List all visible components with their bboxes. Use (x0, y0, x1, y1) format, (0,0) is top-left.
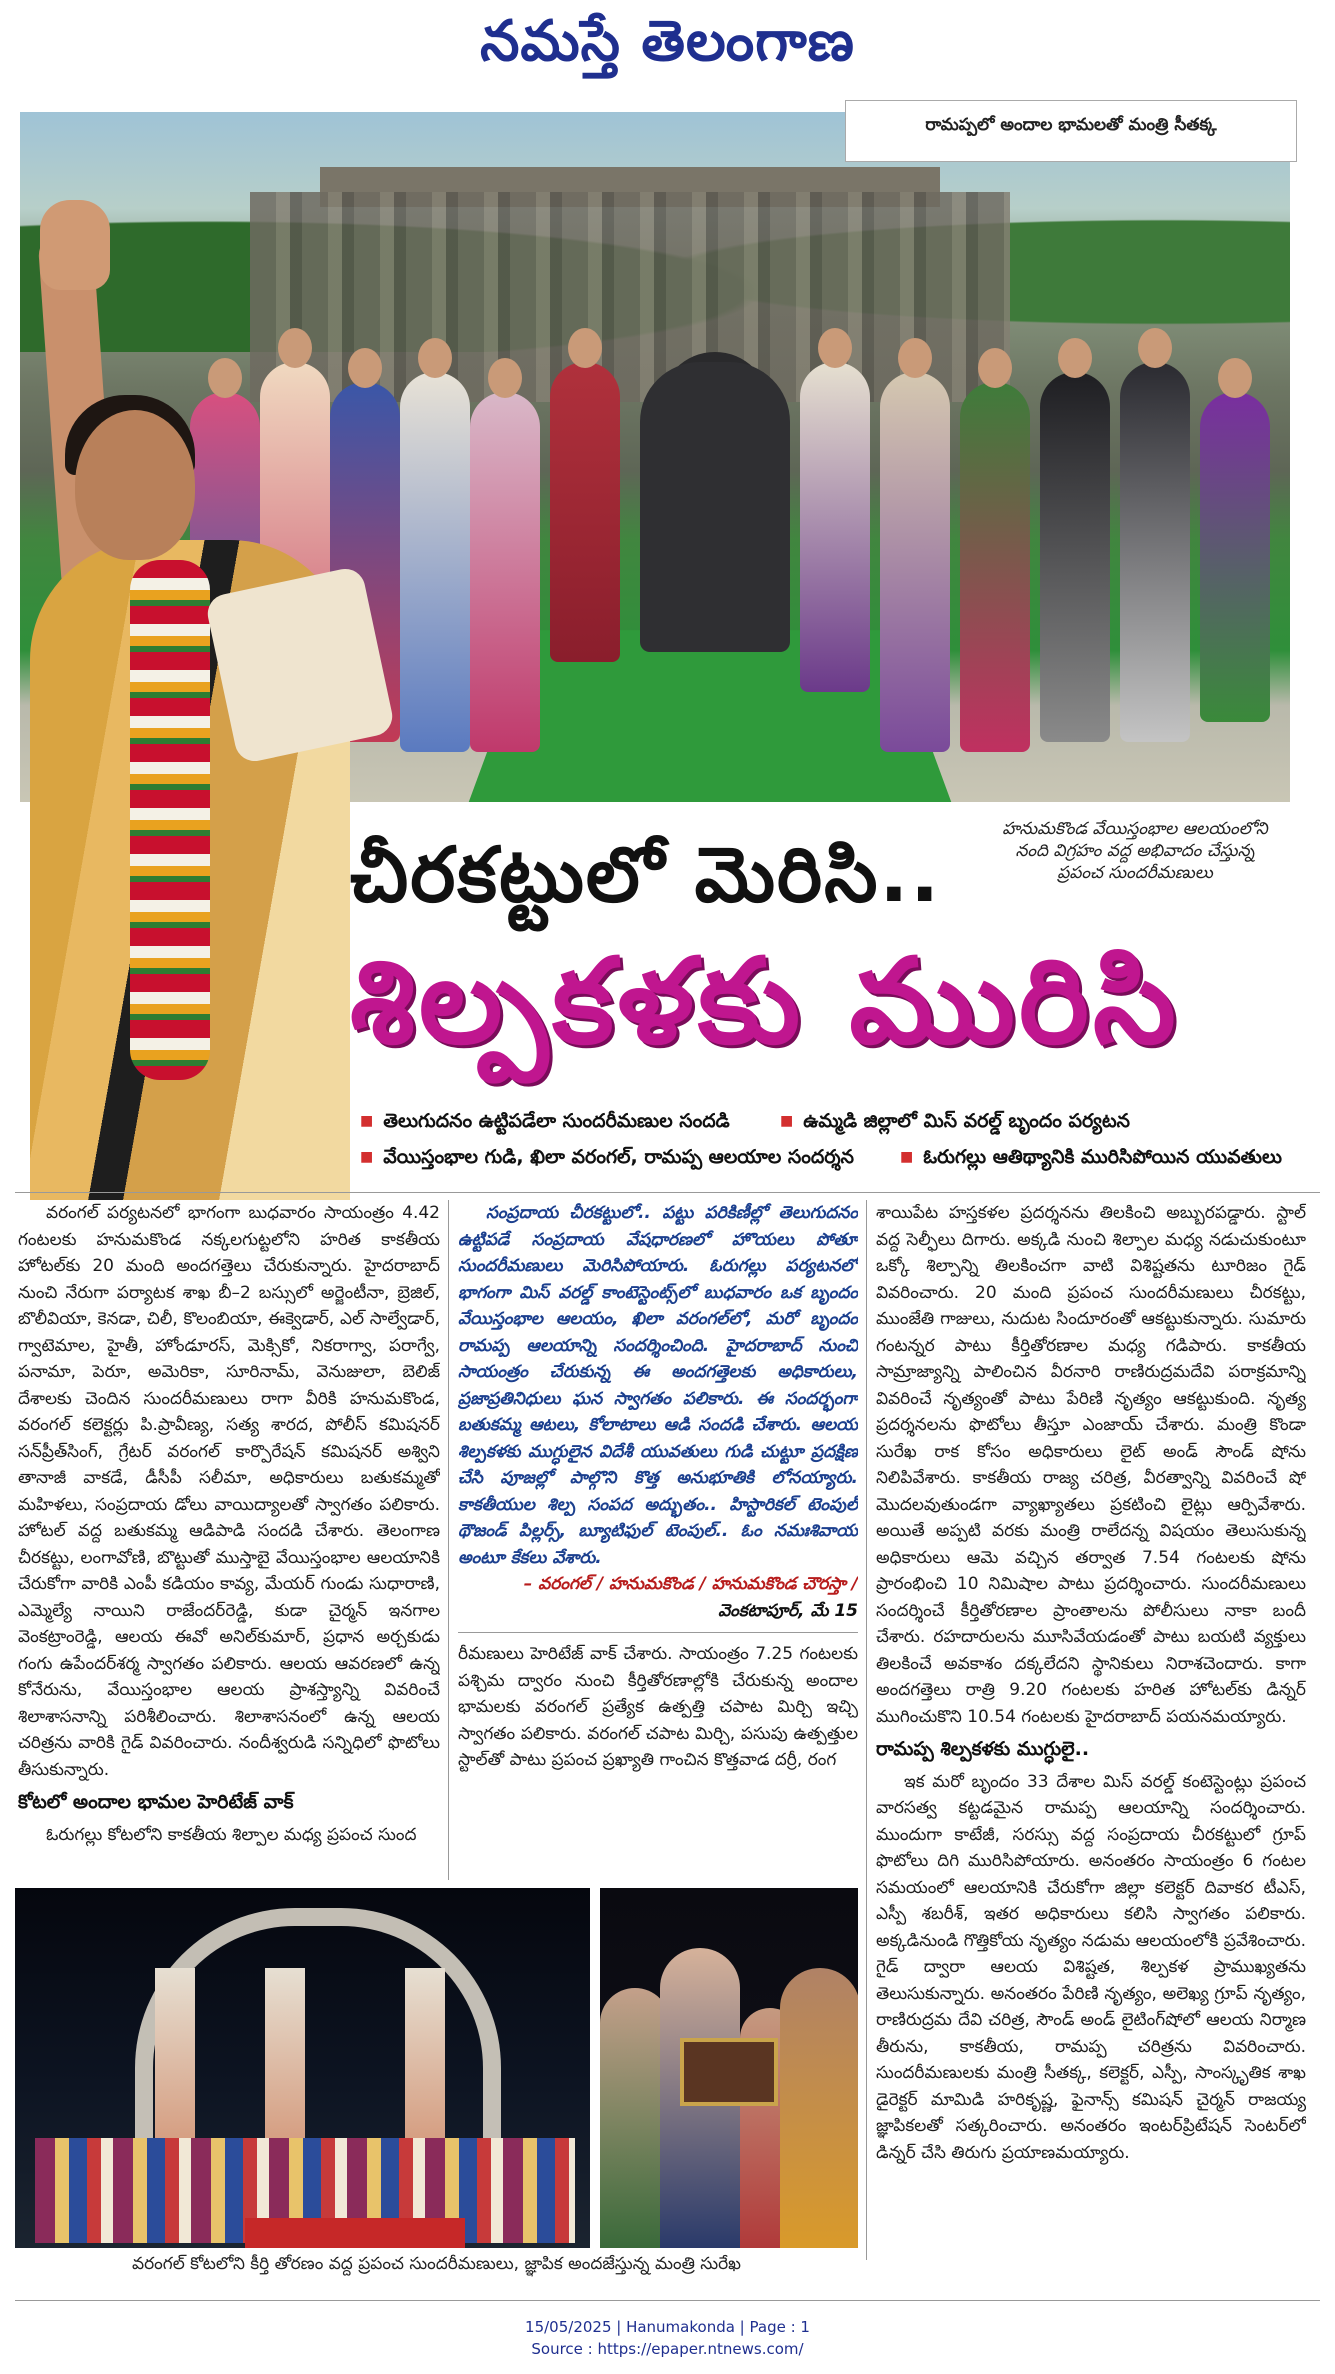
newspaper-title: నమస్తే తెలంగాణ (480, 8, 855, 74)
photos-caption: వరంగల్ కోటలోని కీర్తి తోరణం వద్ద ప్రపంచ సుందరీమణులు, జ్ఞాపిక అందజేస్తున్న మంత్రి సురేఖ (132, 2254, 741, 2274)
bouquet (204, 565, 396, 765)
byline (458, 1571, 858, 1624)
intro-paragraph: సంప్రదాయ చీరకట్టులో.. పట్టు పరికిణీల్లో తెలుగుదనం ఉట్టిపడే సంప్రదాయ వేషధారణలో హొయలు పోతూ సుందరీమణులు మెరిసిపోయారు. ఓరుగల్లు పర్యటనలో భాగంగా మిస్ వరల్డ్ కాంటెస్టెంట్స్‌లో బుధవారం ఒక బృందం వేయిస్తంభాల ఆలయం, ఖిలా వరంగల్‌లో, మరో బృందం రామప్ప ఆలయాన్ని సందర్శించింది. హైదరాబాద్ నుంచి సాయంత్రం చేరుకున్న ఈ అందగత్తెలకు అధికారులు, ప్రజాప్రతినిధులు ఘన స్వాగతం పలికారు. ఈ సందర్భంగా బతుకమ్మ ఆటలు, కోలాటాలు ఆడి సందడి చేశారు. ఆలయ శిల్పకళకు ముగ్ధులైన విదేశీ యువతులు గుడి చుట్టూ ప్రదక్షిణ చేసి పూజల్లో పాల్గొని కొత్త అనుభూతికి లోనయ్యారు. కాకతీయుల శిల్ప సంపద అద్భుతం.. హిస్టారికల్ టెంపుల్ థౌజండ్ పిల్లర్స్, బ్యూటిఫుల్ టెంపుల్.. ఓం నమఃశివాయ అంటూ కేకలు వేశారు. (458, 1203, 858, 1568)
masthead (0, 0, 1335, 90)
caption-line: హనుమకొండ వేయిస్తంభాల ఆలయంలోని (1002, 819, 1268, 839)
hero-caption-box (845, 100, 1297, 162)
contestant-figure (880, 372, 950, 752)
column-divider (448, 1200, 449, 1880)
article-column-3 (876, 1200, 1306, 2285)
contestant-figure (400, 372, 470, 752)
featured-contestant (20, 200, 360, 1200)
column-divider (866, 1200, 867, 2260)
red-carpet (245, 2218, 465, 2248)
contestant-figure (1200, 392, 1270, 722)
headline-kicker: చీరకట్టులో మెరిసి.. (350, 830, 942, 919)
article-paragraph: ఓరుగల్లు కోటలోని కాకతీయ శిల్పాల మధ్య ప్రపంచ సుంద (46, 1824, 417, 1845)
person-figure (780, 1968, 858, 2248)
highlight-item: ■ తెలుగుదనం ఉట్టిపడేలా సుందరీమణుల సందడి (360, 1110, 730, 1137)
hero-photo-caption (975, 818, 1295, 884)
highlight-item: ■ ఓరుగల్లు ఆతిథ్యానికి మురిసిపోయిన యువతులు (900, 1146, 1282, 1173)
article-paragraph: రీమణులు హెరిటేజ్ వాక్ చేశారు. సాయంత్రం 7.25 గంటలకు పశ్చిమ ద్వారం నుంచి కీర్తితోరణాల్లోకి చేరుకున్న అందాల భామలకు వరంగల్ ప్రత్యేక ఉత్పత్తి చపాట మిర్చి ఇచ్చి స్వాగతం పలికారు. వరంగల్ చపాట మిర్చి, పసుపు ఉత్పత్తుల స్టాల్‌తో పాటు ప్రపంచ ప్రఖ్యాతి గాంచిన కొత్తవాడ దర్రీ, రంగ (458, 1644, 858, 1770)
article-paragraph: ఇక మరో బృందం 33 దేశాల మిస్ వరల్డ్ కంటెస్టెంట్లు ప్రపంచ వారసత్వ కట్టడమైన రామప్ప ఆలయాన్ని సందర్శించారు. ముందుగా కాటేజీ, సరస్సు వద్ద సంప్రదాయ చీరకట్టులో గ్రూప్ ఫొటోలు దిగి మురిసిపోయారు. అనంతరం సాయంత్రం 6 గంటల సమయంలో ఆలయానికి చేరుకోగా జిల్లా కలెక్టర్ దివాకర టీఎస్, ఎస్పీ శబరీశ్, ఇతర అధికారులు కలిసి స్వాగతం పలికారు. అక్కడినుండి గొత్తికోయ నృత్యం నడుమ ఆలయంలోకి ప్రవేశించారు. గైడ్ ద్వారా ఆలయ విశిష్టత, శిల్పకళ ప్రాముఖ్యతను తెలుసుకున్నారు. అనంతరం పేరిణి నృత్యం, అలెఖ్య గ్రూప్ నృత్యం, రాణిరుద్రమ దేవి చరిత్ర, సౌండ్ అండ్ లైటింగ్‌షోలో ఆలయ నిర్మాణ తీరును, కాకతీయ, రామప్ప చరిత్రను వివరించారు. సుందరీమణులకు మంత్రి సీతక్క, కలెక్టర్, ఎస్పీ, సాంస్కృతిక శాఖ డైరెక్టర్ మామిడి హరికృష్ణ, ఫైనాన్స్ కమిషన్ చైర్మన్ రాజయ్య జ్ఞాపికలతో సత్కరించారు. అనంతరం ఇంటర్‌ప్రిటేషన్ సెంటర్‌లో డిన్నర్ చేసి తిరుగు ప్రయాణమయ్యారు. (876, 1771, 1306, 2163)
face (75, 410, 195, 560)
flower-garland (130, 560, 210, 1080)
edition-info: 15/05/2025 | Hanumakonda | Page : 1 (525, 2318, 810, 2336)
headline-main: శిల్పకళకు మురిసి (350, 932, 1180, 1070)
divider (15, 1192, 1320, 1193)
award-photo (600, 1888, 858, 2248)
memento-plaque (680, 2038, 778, 2106)
contestant-figure (1040, 372, 1110, 742)
subheading: కోటలో అందాల భామల హెరిటేజ్ వాక్ (18, 1791, 294, 1813)
article-column-1 (18, 1200, 440, 1880)
contestant-figure (550, 362, 620, 662)
article-paragraph: వరంగల్ పర్యటనలో భాగంగా బుధవారం సాయంత్రం 4.42 గంటలకు హనుమకొండ నక్కలగుట్టలోని హరిత కాకతీయ హోటల్‌కు 20 మంది అందగత్తెలు చేరుకున్నారు. హైదరాబాద్ నుంచి నేరుగా పర్యాటక శాఖ బీ–2 బస్సులో అర్జెంటీనా, బ్రెజిల్, బొలీవియా, కెనడా, చిలీ, కొలంబియా, ఈక్వెడార్, ఎల్ సాల్వేడార్, గ్వాటెమాల, హైతీ, హోండూరస్, మెక్సికో, నికరాగ్వా, పరాగ్వే, పనామా, పెరూ, అమెరికా, సూరినామ్, వెనుజులా, బెలిజ్ దేశాలకు చెందిన సుందరీమణులు రాగా వీరికి హనుమకొండ, వరంగల్ కలెక్టర్లు పి.ప్రావీణ్య, సత్య శారద, పోలీస్ కమిషనర్ సన్‌ప్రీత్‌సింగ్, గ్రేటర్ వరంగల్ కార్పొరేషన్ కమిషనర్ అశ్విని తానాజీ వాకడే, డీసీపీ సలీమా, అధికారులు బతుకమ్మతో మహిళలు, సంప్రదాయ డోలు వాయిద్యాలతో స్వాగతం పలికారు. హోటల్ వద్ద బతుకమ్మ ఆడిపాడి సందడి చేశారు. తెలంగాణ చీరకట్టు, లంగావోణి, బొట్టుతో ముస్తాబై వేయిస్తంభాల ఆలయానికి చేరుకోగా వారికి ఎంపీ కడియం కావ్య, మేయర్ గుండు సుధారాణి, ఎమ్మెల్యే నాయిని రాజేందర్‌రెడ్డి, కుడా చైర్మన్ ఇనగాల వెంకట్రాంరెడ్డి, ఆలయ ఈవో అనిల్‌కుమార్, ప్రధాన అర్చకుడు గంగు ఉపేందర్‌శర్మ స్వాగతం పలికారు. ఆలయ ఆవరణలో ఉన్న కోనేరును, వేయిస్తంభాల ఆలయ ప్రాశస్త్యాన్ని వివరించే శిలాశాసనాన్ని పరిశీలించారు. శిలాశాసనంలో ఉన్న ఆలయ చరిత్రను వారికి గైడ్ వివరించారు. నందీశ్వరుడి సన్నిధిలో ఫొటోలు తీసుకున్నారు. (18, 1203, 440, 1780)
source-link[interactable]: Source : https://epaper.ntnews.com/ (531, 2340, 804, 2358)
caption-line: ప్రపంచ సుందరీమణులు (1057, 863, 1213, 883)
dateline: వెంకటాపూర్, మే 15 (718, 1600, 858, 1621)
footer (0, 2316, 1335, 2360)
divider (458, 1632, 858, 1633)
article-paragraph: శాయిపేట హస్తకళల ప్రదర్శనను తిలకించి అబ్బురపడ్డారు. స్టాల్ వద్ద సెల్ఫీలు దిగారు. అక్కడి నుంచి శిల్పాల మధ్య నడుచుకుంటూ ఒక్కో శిల్పాన్ని తిలకించగా వాటి విశిష్టతను టూరిజం గైడ్ వివరించారు. 20 మంది ప్రపంచ సుందరీమణులు చీరకట్టు, ముంజేతి గాజులు, నుదుట సిందూరంతో ఆకట్టుకున్నారు. సుమారు గంటన్నర పాటు కీర్తితోరణాల మధ్య గడిపారు. కాకతీయ సామ్రాజ్యాన్ని పాలించిన వీరనారి రాణిరుద్రమదేవి పరాక్రమాన్ని వివరించే నృత్యంతో పాటు పేరిణి నృత్యం ఆకట్టుకుంది. నృత్య ప్రదర్శనలను ఫొటోలు తీస్తూ ఎంజాయ్ చేశారు. మంత్రి కొండా సురేఖ రాక కోసం అధికారులు లైట్ అండ్ సౌండ్ షోను నిలిపివేశారు. కాకతీయ రాజ్య చరిత్ర, వీరత్వాన్ని వివరించే షో మొదలవుతుండగా వ్యాఖ్యాతలు ప్రకటించి లైట్లు ఆర్పివేశారు. అయితే అప్పటి వరకు మంత్రి రాలేదన్న విషయం తెలుసుకున్న అధికారులు ఆమె వచ్చిన తర్వాత 7.54 గంటలకు షోను ప్రారంభించి 10 నిమిషాల పాటు ప్రదర్శించారు. సుందరీమణులు సందర్శించే కీర్తితోరణాల ప్రాంతాలను పోలీసులు నాకా బందీ చేశారు. రహదారులను మూసివేయడంతో పాటు బయటి వ్యక్తులు తిలకించే అవకాశం దక్కలేదని స్థానికులు నిరాశచెందారు. కాగా అందగత్తెలు రాత్రి 9.20 గంటలకు హరిత హోటల్‌కు డిన్నర్ ముగించుకొని 10.54 గంటలకు హైదరాబాద్ పయనమయ్యారు. (876, 1203, 1306, 1727)
contestant-figure (470, 392, 540, 752)
caption-line: నంది విగ్రహం వద్ద అభివాదం చేస్తున్న (1015, 841, 1255, 861)
highlight-item: ■ ఉమ్మడి జిల్లాలో మిస్ వరల్డ్ బృందం పర్యటన (780, 1110, 1130, 1137)
waving-hand (40, 200, 110, 290)
contestant-figure (1120, 362, 1190, 742)
fort-photo (15, 1888, 590, 2248)
subheading: రామప్ప శిల్పకళకు ముగ్ధులై.. (876, 1738, 1090, 1760)
article-column-2 (458, 1200, 858, 1880)
byline-places: – వరంగల్ / హనుమకొండ / హనుమకొండ చౌరస్తా / (523, 1574, 858, 1594)
footer-divider (15, 2300, 1320, 2301)
contestant-figure (960, 382, 1030, 752)
contestant-figure (800, 362, 870, 692)
hero-caption: రామప్పలో అందాల భామలతో మంత్రి సీతక్క (925, 115, 1217, 135)
highlight-item: ■ వేయిస్తంభాల గుడి, ఖిలా వరంగల్, రామప్ప ఆలయాల సందర్శన (360, 1146, 854, 1173)
nandi-statue (640, 362, 790, 652)
